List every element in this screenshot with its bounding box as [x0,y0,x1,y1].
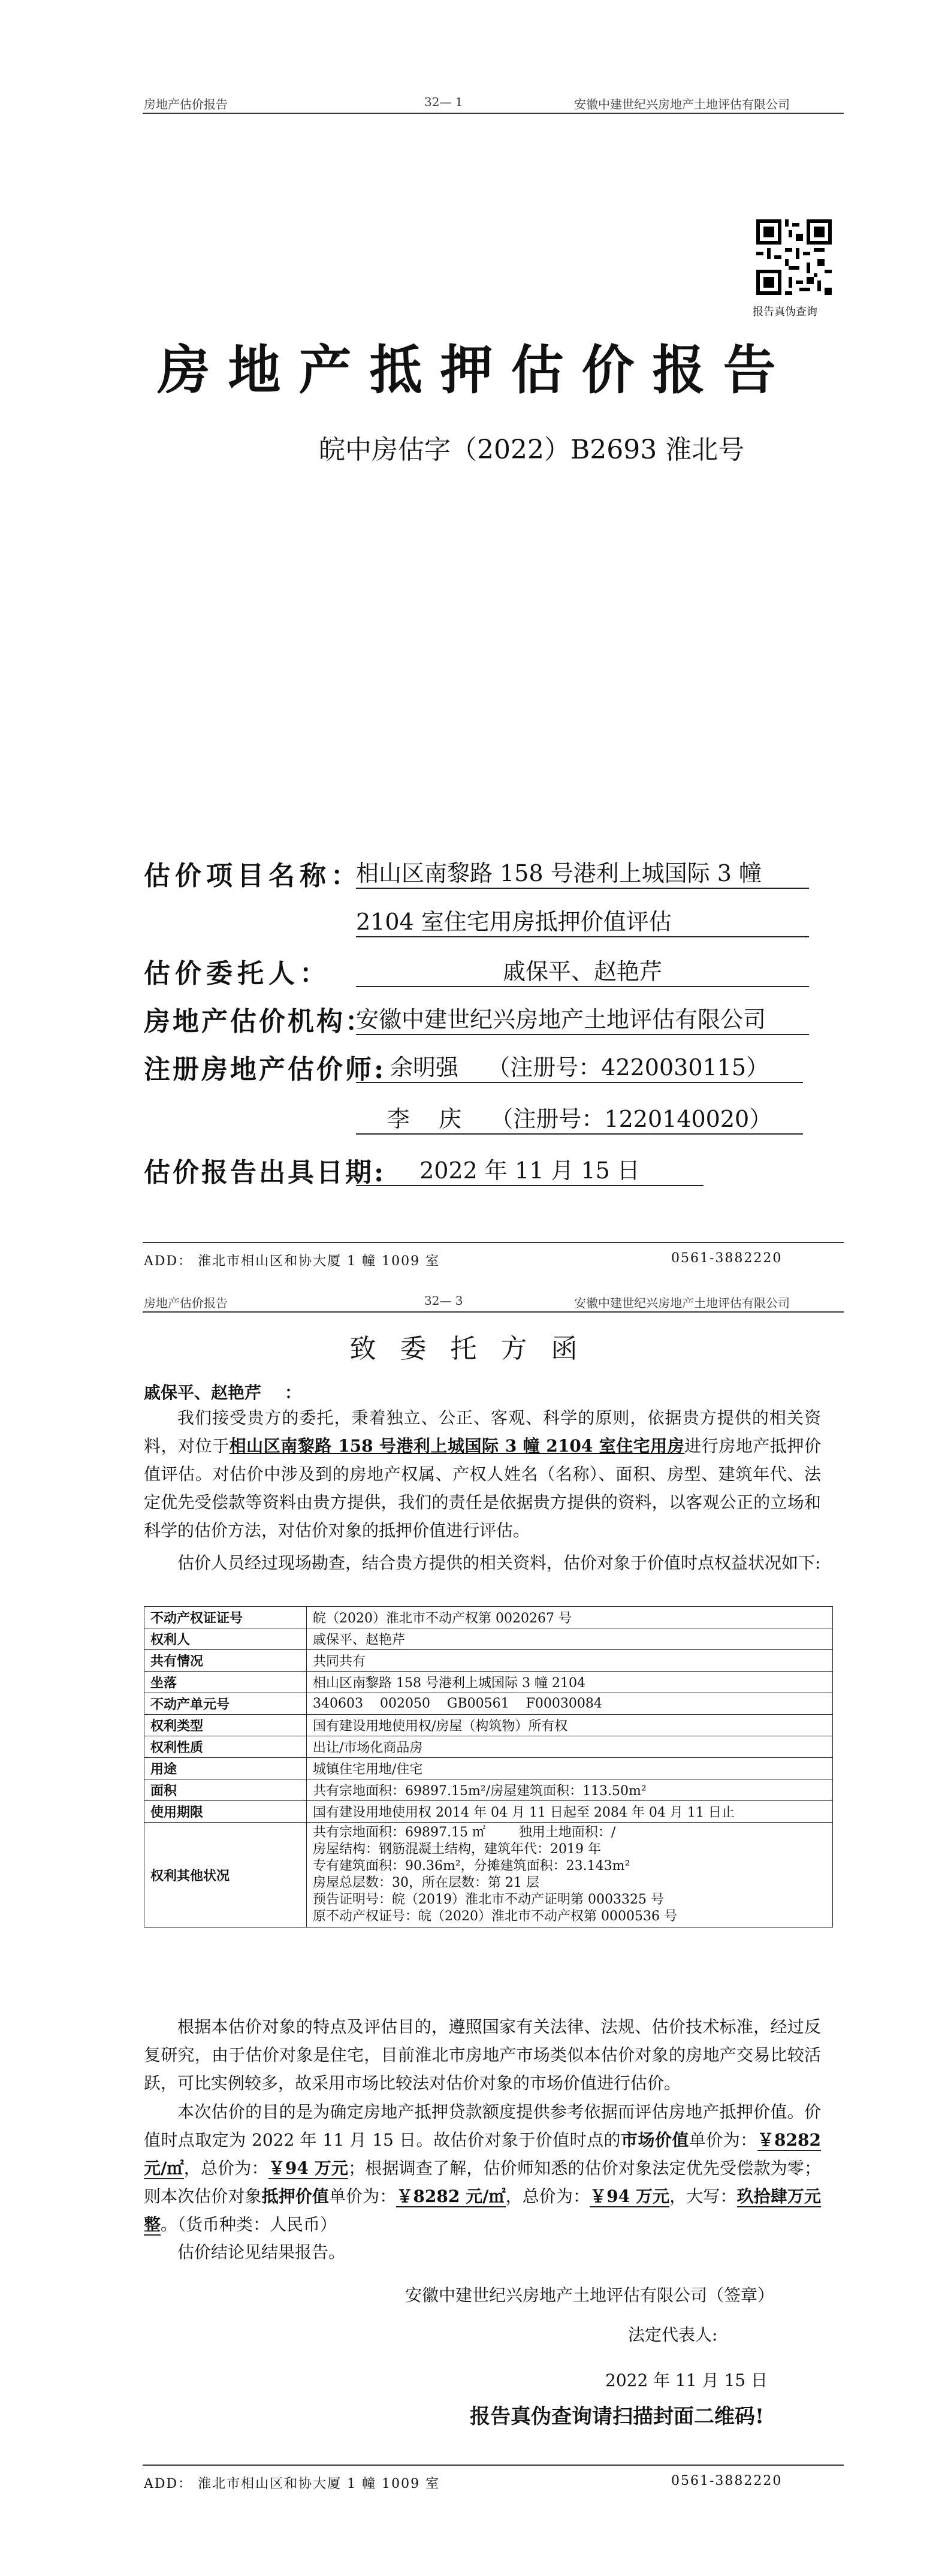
table-key: 不动产权证证号 [144,1607,307,1628]
table-value: 国有建设用地使用权/房屋（构筑物）所有权 [307,1715,833,1736]
verify-notice: 报告真伪查询请扫描封面二维码! [470,2405,764,2429]
signature-date: 2022 年 11 月 15 日 [605,2370,768,2390]
report-number: 皖中房估字（2022）B2693 淮北号 [319,435,745,465]
qr-caption: 报告真伪查询 [753,306,817,318]
page1-header-page: 32— 1 [424,95,463,109]
table-key: 使用期限 [144,1801,307,1823]
page2-header-left: 房地产估价报告 [144,1296,228,1310]
other-status-line: 预告证明号：皖（2019）淮北市不动产证明第 0003325 号 [313,1892,664,1907]
page2-footer-address: ADD： 淮北市相山区和协大厦 1 幢 1009 室 [144,2477,440,2491]
letter-title: 致委托方函 [349,1334,602,1364]
mortgage-total-price: ￥94 万元 [590,2186,670,2206]
table-value: 340603 002050 GB00561 F00030084 [307,1693,833,1715]
table-value: 皖（2020）淮北市不动产权第 0020267 号 [307,1607,833,1628]
table-row [144,1801,833,1823]
other-status-line: 房屋结构：钢筋混凝土结构，建筑年代：2019 年 [313,1842,601,1857]
table-key: 坐落 [144,1672,307,1693]
appraiser-2: 李 庆 （注册号：1220140020） [356,1100,803,1135]
date-label: 估价报告出具日期: [144,1157,387,1188]
mortgage-unit-price: ￥8282 元/㎡ [396,2186,506,2206]
table-row [144,1628,833,1650]
table-value: 相山区南黎路 158 号港利上城国际 3 幢 2104 [307,1672,833,1693]
table-row-other [144,1823,833,1928]
appraiser-label: 注册房地产估价师: [144,1054,387,1085]
amount-in-words: 玖拾肆万元整 [144,2186,821,2234]
letter-paragraph-2: 估价人员经过现场勘查，结合贵方提供的相关资料，估价对象于价值时点权益状况如下: [177,1553,821,1573]
table-row [144,1650,833,1672]
client-label: 估价委托人： [144,958,331,989]
table-row [144,1672,833,1693]
letter-paragraph-5: 估价结论见结果报告。 [177,2242,346,2262]
table-key: 权利性质 [144,1736,307,1758]
market-total-price: ￥94 万元 [268,2158,349,2178]
table-row [144,1715,833,1736]
letter-paragraph-1: 我们接受贵方的委托，秉着独立、公正、客观、科学的原则，依据贵方提供的相关资料，对位于相山区南黎路 158 号港利上城国际 3 幢 2104 室住宅用房进行房地产抵押价值评估。对估价中涉及到的房地产权属、产权人姓名（名称）、面积、房型、建筑年代、法定优先受偿款等资料由贵方提供，我们的责任是依据贵方提供的资料，以客观公正的立场和科学的估价方法，对估价对象的抵押价值进行评估。 [144,1408,821,1540]
table-key: 用途 [144,1758,307,1779]
client-value: 戚保平、赵艳芹 [356,953,809,987]
page2-header-right: 安徽中建世纪兴房地产土地评估有限公司 [574,1296,790,1310]
table-key: 不动产单元号 [144,1693,307,1715]
page2-footer-rule [143,2465,844,2466]
table-row [144,1758,833,1779]
letter-paragraph-3: 根据本估价对象的特点及评估目的，遵照国家有关法律、法规、估价技术标准，经过反复研究，由于估价对象是住宅，目前淮北市房地产市场类似本估价对象的房地产交易比较活跃，可比实例较多，故采用市场比较法对估价对象的市场价值进行估价。 [144,2017,821,2093]
letter-paragraph-4: 本次估价的目的是为确定房地产抵押贷款额度提供参考依据而评估房地产抵押价值。价值时点取定为 2022 年 11 月 15 日。故估价对象于价值时点的市场价值单价为：￥8282 元/㎡，总价为：￥94 万元；根据调查了解，估价师知悉的估价对象法定优先受偿款为零；则本次估价对象抵押价值单价为：￥8282 元/㎡，总价为：￥94 万元，大写：玖拾肆万元整。（货币种类：人民币） [144,2102,821,2234]
table-value: 共有宗地面积：69897.15m²/房屋建筑面积：113.50m² [307,1779,833,1801]
agency-label: 房地产估价机构： [144,1006,374,1037]
table-row [144,1607,833,1628]
page1-footer-phone: 0561-3882220 [671,1251,783,1266]
table-key: 共有情况 [144,1650,307,1672]
project-value-line1: 相山区南黎路 158 号港利上城国际 3 幢 [356,855,809,889]
other-status-line: 共有宗地面积：69897.15 ㎡ 独用土地面积：/ [313,1825,616,1840]
table-value: 出让/市场化商品房 [307,1736,833,1758]
table-row [144,1693,833,1715]
letter-salutation: 戚保平、赵艳芹 ： [144,1383,301,1402]
table-key: 权利其他状况 [144,1823,307,1928]
page1-header-left: 房地产估价报告 [144,97,228,111]
signature-company: 安徽中建世纪兴房地产土地评估有限公司（签章） [405,2285,775,2305]
table-key: 权利人 [144,1628,307,1650]
table-value: 戚保平、赵艳芹 [307,1628,833,1650]
table-row [144,1779,833,1801]
property-address: 相山区南黎路 158 号港利上城国际 3 幢 2104 室住宅用房 [229,1436,685,1456]
table-key: 面积 [144,1779,307,1801]
project-value-line2: 2104 室住宅用房抵押价值评估 [356,903,809,937]
other-status-line: 原不动产权证号：皖（2020）淮北市不动产权第 0000536 号 [313,1909,677,1924]
other-status-line: 房屋总层数：30，所在层数：第 21 层 [313,1875,539,1890]
market-unit-price: ￥8282 元/㎡ [144,2130,821,2178]
appraiser-1: 余明强 （注册号：4220030115） [356,1049,803,1083]
table-value: 共同共有 [307,1650,833,1672]
page2-header-page: 32— 3 [424,1293,463,1308]
qr-code [756,219,832,297]
other-status-line: 专有建筑面积：90.36m²，分摊建筑面积：23.143m² [313,1859,630,1874]
table-row [144,1736,833,1758]
report-title: 房地产抵押估价报告 [157,339,794,401]
page1-header-rule [143,113,844,114]
page1-footer-rule [143,1242,844,1243]
issue-date: 2022 年 11 月 15 日 [356,1152,704,1186]
page2-footer-phone: 0561-3882220 [671,2474,783,2488]
signature-representative: 法定代表人: [628,2325,718,2345]
table-value: 国有建设用地使用权 2014 年 04 月 11 日起至 2084 年 04 月 11 日止 [307,1801,833,1823]
project-label: 估价项目名称： [144,861,362,891]
table-value: 城镇住宅用地/住宅 [307,1758,833,1779]
other-status-cell [307,1823,833,1928]
rights-table [144,1606,833,1928]
page1-footer-address: ADD： 淮北市相山区和协大厦 1 幢 1009 室 [144,1254,440,1269]
table-key: 权利类型 [144,1715,307,1736]
page1-header-right: 安徽中建世纪兴房地产土地评估有限公司 [574,97,790,111]
page2-header-rule [143,1311,844,1313]
agency-value: 安徽中建世纪兴房地产土地评估有限公司 [356,1001,809,1035]
